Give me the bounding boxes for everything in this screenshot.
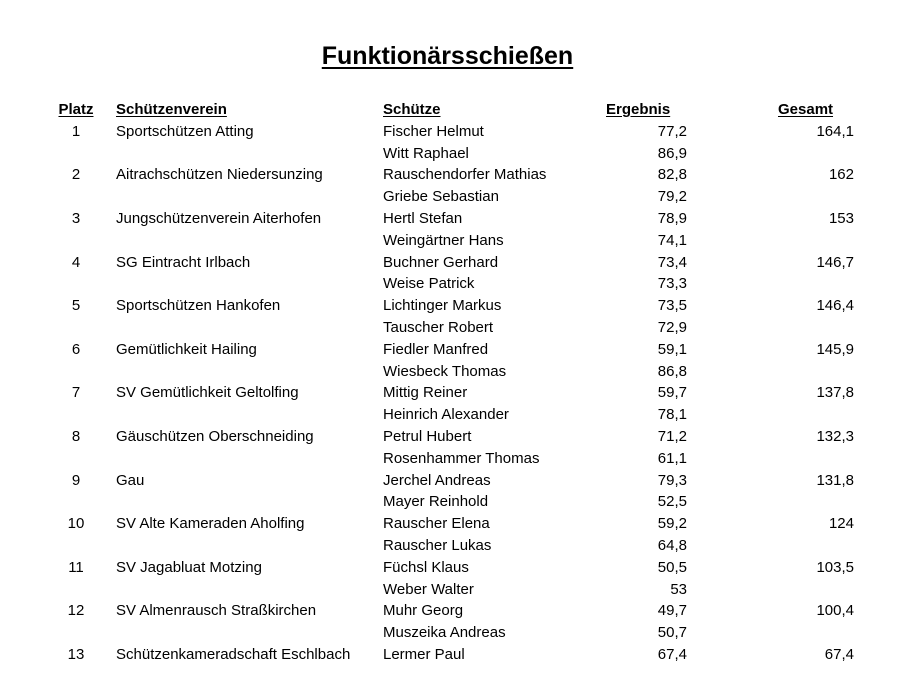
cell-ergebnis: 52,5	[657, 493, 687, 511]
cell-schuetze: Fischer Helmut	[383, 122, 484, 140]
cell-platz: 4	[71, 253, 81, 271]
cell-platz: 5	[71, 297, 81, 315]
cell-gesamt: 162	[828, 166, 854, 184]
cell-platz: 8	[71, 427, 81, 445]
table-row	[0, 143, 923, 165]
table-row	[0, 448, 923, 470]
cell-schuetzenverein: SG Eintracht Irlbach	[116, 253, 251, 271]
table-row	[0, 426, 923, 448]
cell-schuetzenverein: Sportschützen Atting	[116, 122, 254, 140]
table-row	[0, 317, 923, 339]
cell-ergebnis: 71,2	[657, 427, 687, 445]
cell-schuetze: Griebe Sebastian	[383, 188, 499, 206]
cell-platz: 1	[71, 122, 81, 140]
header-ergebnis: Ergebnis	[606, 101, 671, 118]
table-row	[0, 164, 923, 186]
cell-ergebnis: 78,9	[657, 209, 687, 227]
cell-ergebnis: 77,2	[657, 122, 687, 140]
cell-ergebnis: 86,8	[657, 362, 687, 380]
table-row	[0, 600, 923, 622]
cell-schuetze: Rosenhammer Thomas	[383, 449, 540, 467]
cell-schuetze: Buchner Gerhard	[383, 253, 499, 271]
cell-ergebnis: 59,7	[657, 384, 687, 402]
cell-schuetze: Füchsl Klaus	[383, 558, 469, 576]
table-row	[0, 470, 923, 492]
table-body	[0, 121, 923, 666]
cell-schuetzenverein: Schützenkameradschaft Eschlbach	[116, 645, 351, 663]
cell-schuetze: Witt Raphael	[383, 144, 469, 162]
cell-schuetze: Petrul Hubert	[383, 427, 472, 445]
table-row	[0, 230, 923, 252]
cell-ergebnis: 59,1	[657, 340, 687, 358]
cell-gesamt: 146,7	[816, 253, 854, 271]
table-row	[0, 622, 923, 644]
cell-schuetze: Rauscher Elena	[383, 515, 490, 533]
cell-schuetze: Lichtinger Markus	[383, 297, 502, 315]
cell-ergebnis: 73,5	[657, 297, 687, 315]
cell-platz: 9	[71, 471, 81, 489]
table-row	[0, 579, 923, 601]
cell-ergebnis: 82,8	[657, 166, 687, 184]
cell-schuetzenverein: Aitrachschützen Niedersunzing	[116, 166, 323, 184]
cell-schuetzenverein: Gäuschützen Oberschneiding	[116, 427, 314, 445]
table-row	[0, 491, 923, 513]
table-row	[0, 252, 923, 274]
cell-ergebnis: 64,8	[657, 536, 687, 554]
header-platz: Platz	[58, 101, 94, 118]
cell-schuetze: Tauscher Robert	[383, 318, 494, 336]
cell-schuetzenverein: SV Alte Kameraden Aholfing	[116, 515, 305, 533]
table-row	[0, 208, 923, 230]
table-row	[0, 339, 923, 361]
cell-gesamt: 67,4	[824, 645, 854, 663]
cell-schuetze: Weber Walter	[383, 580, 474, 598]
cell-platz: 6	[71, 340, 81, 358]
cell-schuetze: Mayer Reinhold	[383, 493, 489, 511]
cell-schuetzenverein: Sportschützen Hankofen	[116, 297, 281, 315]
cell-platz: 7	[71, 384, 81, 402]
cell-schuetzenverein: Jungschützenverein Aiterhofen	[116, 209, 322, 227]
cell-ergebnis: 72,9	[657, 318, 687, 336]
cell-ergebnis: 86,9	[657, 144, 687, 162]
cell-ergebnis: 79,3	[657, 471, 687, 489]
cell-schuetze: Weingärtner Hans	[383, 231, 504, 249]
cell-schuetze: Mittig Reiner	[383, 384, 468, 402]
table-row	[0, 121, 923, 143]
cell-platz: 13	[67, 645, 85, 663]
cell-gesamt: 146,4	[816, 297, 854, 315]
cell-gesamt: 100,4	[816, 602, 854, 620]
cell-platz: 11	[68, 558, 84, 576]
cell-schuetze: Lermer Paul	[383, 645, 465, 663]
cell-ergebnis: 61,1	[657, 449, 687, 467]
cell-schuetze: Hertl Stefan	[383, 209, 463, 227]
cell-gesamt: 164,1	[816, 122, 854, 140]
cell-schuetzenverein: Gau	[116, 471, 145, 489]
results-table	[0, 99, 923, 666]
table-row	[0, 295, 923, 317]
page-title: Funktionärsschießen	[321, 42, 574, 70]
cell-ergebnis: 67,4	[657, 645, 687, 663]
cell-gesamt: 137,8	[816, 384, 854, 402]
header-schuetzenverein: Schützenverein	[116, 101, 227, 118]
cell-schuetze: Jerchel Andreas	[383, 471, 491, 489]
cell-schuetze: Muszeika Andreas	[383, 624, 506, 642]
table-row	[0, 361, 923, 383]
table-row	[0, 557, 923, 579]
table-header	[0, 99, 923, 121]
cell-ergebnis: 49,7	[657, 602, 687, 620]
cell-schuetzenverein: SV Almenrausch Straßkirchen	[116, 602, 317, 620]
cell-gesamt: 124	[828, 515, 854, 533]
table-row	[0, 404, 923, 426]
cell-schuetze: Fiedler Manfred	[383, 340, 489, 358]
cell-schuetze: Wiesbeck Thomas	[383, 362, 507, 380]
cell-ergebnis: 50,5	[657, 558, 687, 576]
cell-ergebnis: 74,1	[657, 231, 687, 249]
cell-schuetzenverein: Gemütlichkeit Hailing	[116, 340, 257, 358]
table-row	[0, 382, 923, 404]
cell-ergebnis: 73,4	[657, 253, 687, 271]
header-schuetze: Schütze	[383, 101, 441, 118]
cell-schuetze: Muhr Georg	[383, 602, 464, 620]
cell-gesamt: 131,8	[816, 471, 854, 489]
cell-ergebnis: 79,2	[657, 188, 687, 206]
cell-schuetze: Heinrich Alexander	[383, 406, 509, 424]
cell-gesamt: 153	[828, 209, 854, 227]
cell-ergebnis: 59,2	[657, 515, 687, 533]
cell-schuetze: Weise Patrick	[383, 275, 475, 293]
cell-gesamt: 145,9	[816, 340, 854, 358]
cell-schuetze: Rauscher Lukas	[383, 536, 492, 554]
cell-schuetze: Rauschendorfer Mathias	[383, 166, 547, 184]
cell-ergebnis: 53	[670, 580, 687, 598]
cell-ergebnis: 78,1	[657, 406, 687, 424]
cell-platz: 12	[67, 602, 85, 620]
cell-gesamt: 132,3	[816, 427, 854, 445]
cell-platz: 3	[71, 209, 81, 227]
table-row	[0, 186, 923, 208]
table-row	[0, 513, 923, 535]
cell-ergebnis: 73,3	[657, 275, 687, 293]
cell-ergebnis: 50,7	[657, 624, 687, 642]
cell-schuetzenverein: SV Gemütlichkeit Geltolfing	[116, 384, 299, 402]
table-row	[0, 644, 923, 666]
table-row	[0, 535, 923, 557]
header-gesamt: Gesamt	[778, 101, 834, 118]
cell-gesamt: 103,5	[816, 558, 854, 576]
table-row	[0, 273, 923, 295]
cell-platz: 2	[71, 166, 81, 184]
cell-platz: 10	[67, 515, 85, 533]
cell-schuetzenverein: SV Jagabluat Motzing	[116, 558, 262, 576]
